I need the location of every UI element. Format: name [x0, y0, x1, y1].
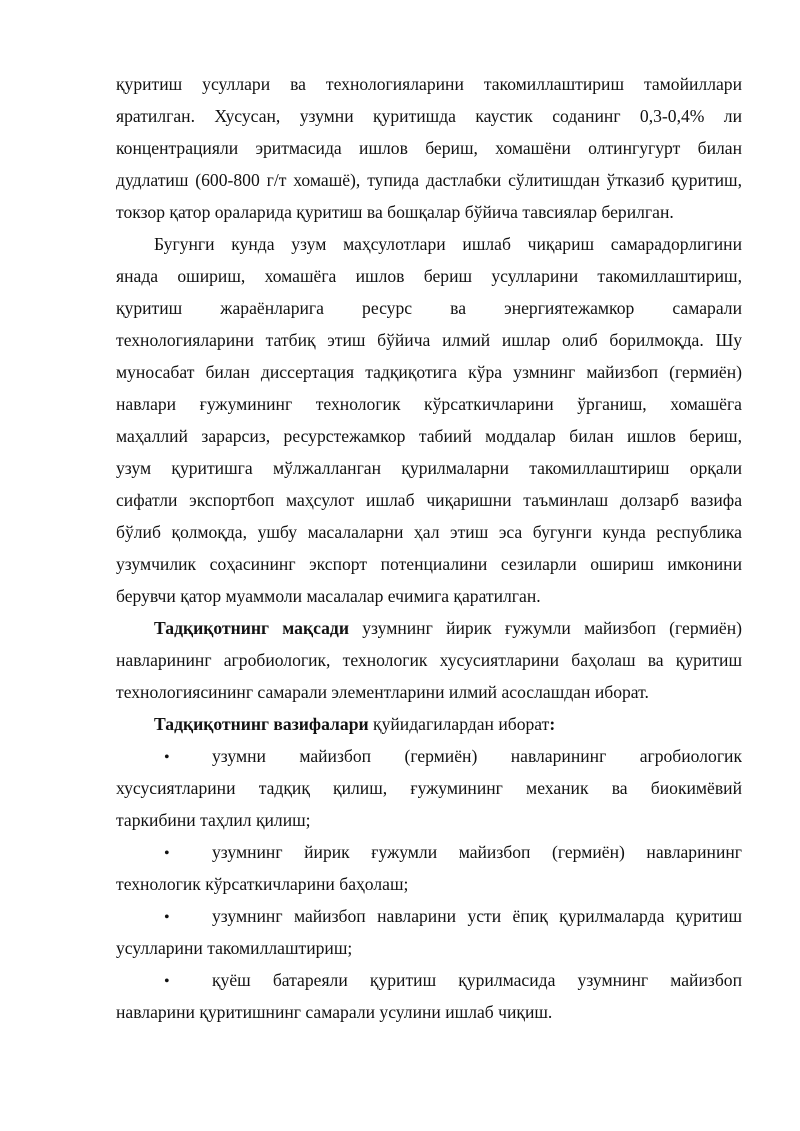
text-line: усулларини такомиллаштириш;	[116, 938, 353, 958]
text-line: муносабат билан диссертация тадқиқотига кўра узмнинг майизбоп (гермиён)	[116, 362, 742, 382]
text-line: узум қуритишга мўлжалланган қурилмаларни такомиллаштириш орқали	[116, 458, 742, 478]
text-line	[116, 740, 742, 772]
list-item-text: узумни майизбоп (гермиён) навларининг агробиологик	[212, 746, 742, 766]
goal-text: узумнинг йирик ғужумли майизбоп (гермиён)	[348, 618, 742, 638]
text-line	[116, 836, 742, 868]
bullet-icon: •	[164, 749, 170, 766]
bullet-icon: •	[164, 909, 170, 926]
text-line: концентрацияли эритмасида ишлов бериш, хомашёни олтингугурт билан	[116, 138, 742, 158]
text-line: яратилган. Хусусан, узумни қуритишда каустик соданинг 0,3-0,4% ли	[116, 106, 742, 126]
text-line	[116, 900, 742, 932]
text-line: технологик кўрсаткичларини баҳолаш;	[116, 874, 409, 894]
goal-heading: Тадқиқотнинг мақсади	[154, 618, 349, 638]
paragraph-intro	[116, 68, 742, 228]
list-item	[116, 900, 742, 964]
text-line: хусусиятларини тадқиқ қилиш, ғужумининг механик ва биокимёвий	[116, 778, 742, 798]
paragraph-relevance	[116, 228, 742, 612]
text-line: қуритиш усуллари ва технологияларини такомиллаштириш тамойиллари	[116, 74, 742, 94]
text-line: сифатли экспортбоп маҳсулот ишлаб чиқаришни таъминлаш долзарб вазифа	[116, 490, 742, 510]
bullet-icon: •	[164, 845, 170, 862]
text-line	[116, 612, 742, 644]
tasks-text: қуйидагилардан иборат	[368, 714, 550, 734]
text-line: технологияларини татбиқ этиш бўйича илмий ишлар олиб борилмоқда. Шу	[116, 330, 742, 350]
text-line: навлари ғужумининг технологик кўрсаткичларини ўрганиш, хомашёга	[116, 394, 742, 414]
text-line: технологиясининг самарали элементларини илмий асослашдан иборат.	[116, 682, 649, 702]
text-line: қуритиш жараёнларига ресурс ва энергиятежамкор самарали	[116, 298, 742, 318]
list-item	[116, 836, 742, 900]
text-line: янада ошириш, хомашёга ишлов бериш усулларини такомиллаштириш,	[116, 266, 742, 286]
list-item	[116, 740, 742, 836]
text-line: маҳаллий зарарсиз, ресурстежамкор табиий моддалар билан ишлов бериш,	[116, 426, 742, 446]
list-item-text: қуёш батареяли қуритиш қурилмасида узумнинг майизбоп	[212, 970, 742, 990]
text-line: Бугунги кунда узум маҳсулотлари ишлаб чиқариш самарадорлигини	[154, 234, 742, 254]
bullet-icon: •	[164, 973, 170, 990]
text-line	[116, 964, 742, 996]
text-line	[116, 708, 742, 740]
text-line: узумчилик соҳасининг экспорт потенциалини сезиларли ошириш имконини	[116, 554, 742, 574]
paragraph-tasks	[116, 708, 742, 740]
text-line: дудлатиш (600-800 г/т хомашё), тупида дастлабки сўлитишдан ўтказиб қуритиш,	[116, 170, 742, 190]
paragraph-goal	[116, 612, 742, 708]
text-line: навларини қуритишнинг самарали усулини ишлаб чиқиш.	[116, 1002, 553, 1022]
tasks-list	[116, 740, 742, 1028]
text-line: бўлиб қолмоқда, ушбу масалаларни ҳал этиш эса бугунги кунда республика	[116, 522, 742, 542]
text-line: берувчи қатор муаммоли масалалар ечимига қаратилган.	[116, 586, 541, 606]
list-item-text: узумнинг майизбоп навларини усти ёпиқ қурилмаларда қуритиш	[212, 906, 742, 926]
list-item-text: узумнинг йирик ғужумли майизбоп (гермиён) навларининг	[212, 842, 742, 862]
tasks-colon: :	[549, 714, 556, 734]
text-line: токзор қатор ораларида қуритиш ва бошқалар бўйича тавсиялар берилган.	[116, 202, 674, 222]
text-line: навларининг агробиологик, технологик хусусиятларини баҳолаш ва қуритиш	[116, 650, 742, 670]
list-item	[116, 964, 742, 1028]
tasks-heading: Тадқиқотнинг вазифалари	[154, 714, 369, 734]
text-line: таркибини таҳлил қилиш;	[116, 810, 311, 830]
